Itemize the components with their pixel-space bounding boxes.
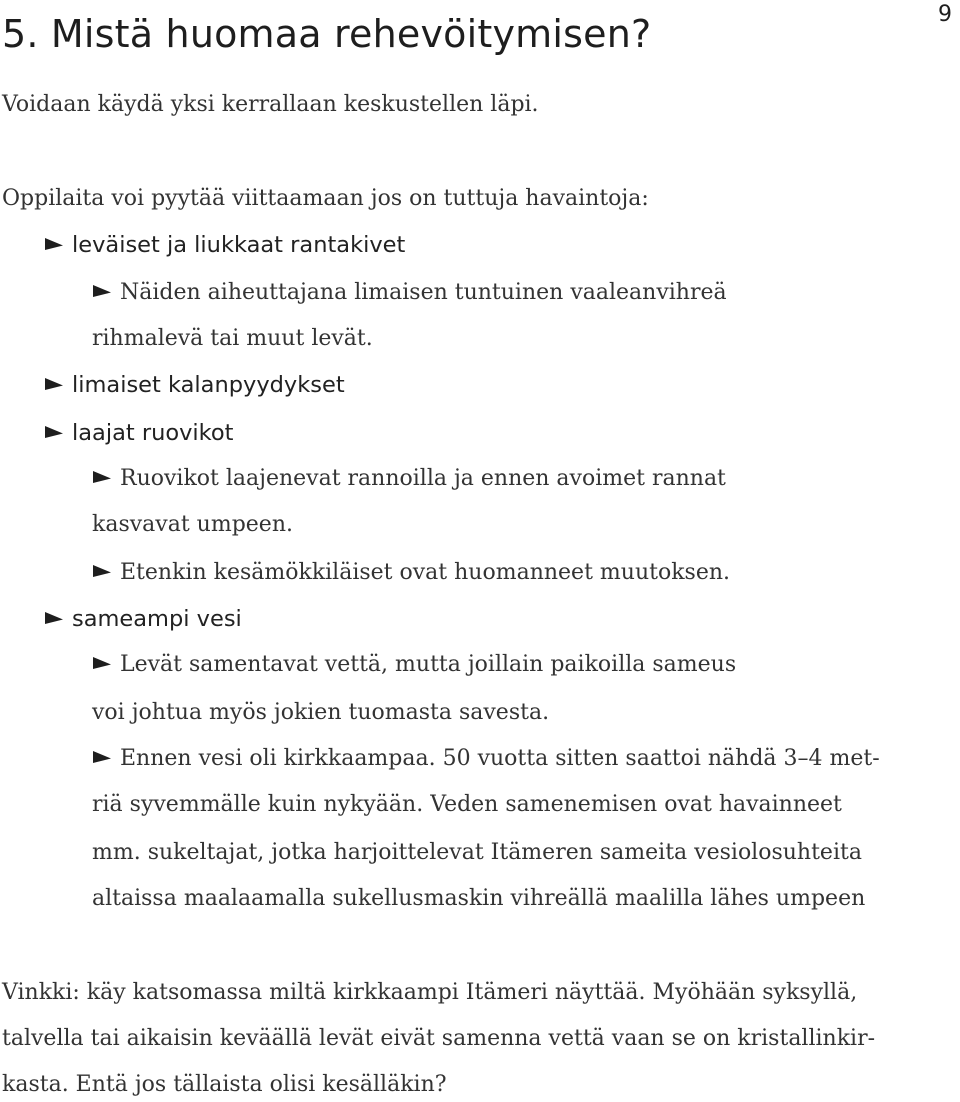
- list-item: [44, 606, 242, 632]
- sub-note-cont: mm. sukeltajat, jotka harjoittelevat Itämeren sameita vesiolosuhteita: [92, 840, 862, 865]
- page-title: 5. Mistä huomaa rehevöitymisen?: [2, 12, 652, 56]
- item-heading: laajat ruovikot: [72, 420, 234, 446]
- intro-text: Voidaan käydä yksi kerrallaan keskustellen läpi.: [2, 92, 539, 117]
- pennant-bullet-icon: [92, 470, 112, 484]
- pennant-bullet-icon: [92, 750, 112, 764]
- sub-note: Levät samentavat vettä, mutta joillain paikoilla sameus: [92, 652, 736, 677]
- sub-note-cont: rihmalevä tai muut levät.: [92, 326, 373, 351]
- page-number: 9: [938, 2, 952, 27]
- sub-note: Näiden aiheuttajana limaisen tuntuinen vaaleanvihreä: [92, 280, 727, 305]
- pennant-bullet-icon: [44, 611, 64, 625]
- tip-line: talvella tai aikaisin keväällä levät eivät samenna vettä vaan se on kristallinkir-: [2, 1026, 876, 1051]
- sub-note-cont: voi johtua myös jokien tuomasta savesta.: [92, 700, 550, 725]
- pennant-bullet-icon: [44, 377, 64, 391]
- pennant-bullet-icon: [92, 564, 112, 578]
- list-item: [44, 232, 405, 258]
- tip-line: kasta. Entä jos tällaista olisi kesälläkin?: [2, 1072, 447, 1097]
- sub-note: Ennen vesi oli kirkkaampaa. 50 vuotta sitten saattoi nähdä 3–4 met-: [92, 746, 880, 771]
- sub-note-cont: riä syvemmälle kuin nykyään. Veden samenemisen ovat havainneet: [92, 792, 842, 817]
- sub-note: Ruovikot laajenevat rannoilla ja ennen avoimet rannat: [92, 466, 726, 491]
- list-item: [44, 420, 234, 446]
- pennant-bullet-icon: [92, 656, 112, 670]
- sub-note: Etenkin kesämökkiläiset ovat huomanneet muutoksen.: [92, 560, 730, 585]
- tip-line: Vinkki: käy katsomassa miltä kirkkaampi Itämeri näyttää. Myöhään syksyllä,: [2, 980, 858, 1005]
- list-item: [44, 372, 345, 398]
- item-heading: leväiset ja liukkaat rantakivet: [72, 232, 406, 258]
- item-heading: sameampi vesi: [72, 606, 242, 632]
- sub-note-cont: kasvavat umpeen.: [92, 512, 293, 537]
- pennant-bullet-icon: [44, 237, 64, 251]
- item-heading: limaiset kalanpyydykset: [72, 372, 345, 398]
- prompt-text: Oppilaita voi pyytää viittaamaan jos on tuttuja havaintoja:: [2, 186, 649, 211]
- pennant-bullet-icon: [44, 425, 64, 439]
- sub-note-cont: altaissa maalaamalla sukellusmaskin vihreällä maalilla lähes umpeen: [92, 886, 866, 911]
- pennant-bullet-icon: [92, 284, 112, 298]
